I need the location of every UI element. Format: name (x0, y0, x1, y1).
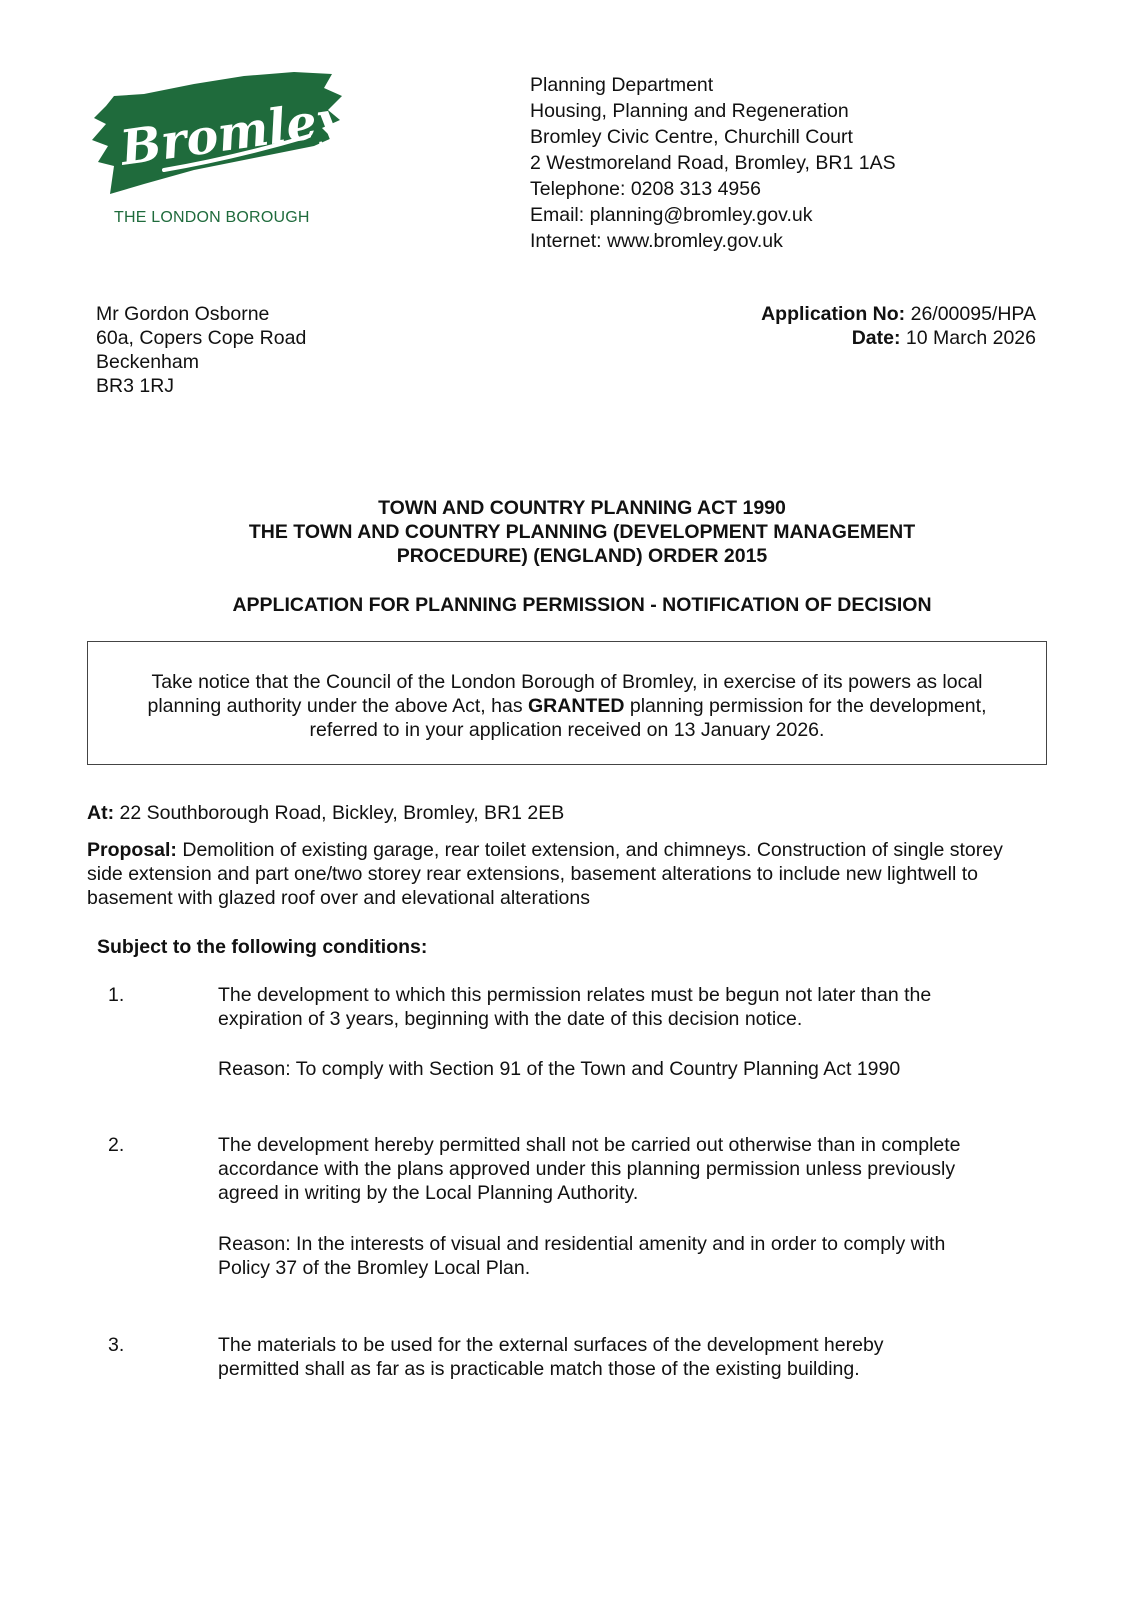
condition-text (218, 1133, 1058, 1205)
notice-line (88, 694, 1046, 718)
recipient-name: Mr Gordon Osborne (96, 303, 270, 325)
act-heading-line: THE TOWN AND COUNTRY PLANNING (DEVELOPMENT MANAGEMENT (248, 521, 916, 543)
council-address-block (530, 72, 896, 254)
condition-number: 3. (108, 1334, 125, 1356)
council-email: Email: planning@bromley.gov.uk (530, 204, 813, 226)
application-number (761, 302, 1036, 326)
condition-line: permitted shall as far as is practicable match those of the existing building. (218, 1358, 860, 1380)
application-number-value: 26/00095/HPA (910, 303, 1036, 325)
decision-outcome: GRANTED (528, 695, 625, 717)
condition-number: 2. (108, 1134, 125, 1156)
bromley-logo (84, 66, 354, 236)
condition-line: The materials to be used for the external surfaces of the development hereby (218, 1334, 884, 1356)
condition-reason (218, 1057, 1058, 1081)
site-label: At: (87, 802, 115, 824)
site-address (87, 801, 564, 825)
decision-title: APPLICATION FOR PLANNING PERMISSION - NOTIFICATION OF DECISION (232, 594, 932, 616)
recipient-line: Beckenham (96, 351, 199, 373)
condition-line: accordance with the plans approved under this planning permission unless previously (218, 1158, 956, 1180)
proposal-description (87, 838, 1077, 910)
condition-line: The development hereby permitted shall not be carried out otherwise than in complete (218, 1134, 961, 1156)
council-line: Planning Department (530, 74, 714, 96)
proposal-text: Demolition of existing garage, rear toilet extension, and chimneys. Construction of single storey (182, 839, 1003, 861)
condition-number: 1. (108, 984, 125, 1006)
reason-line: Reason: In the interests of visual and residential amenity and in order to comply with (218, 1233, 946, 1255)
council-line: Housing, Planning and Regeneration (530, 100, 849, 122)
recipient-address (96, 302, 306, 398)
condition-line: The development to which this permission relates must be begun not later than the (218, 984, 932, 1006)
act-headings (0, 496, 1132, 568)
proposal-line: basement with glazed roof over and elevational alterations (87, 887, 590, 909)
reason-line: Policy 37 of the Bromley Local Plan. (218, 1257, 531, 1279)
decision-notice-box (87, 641, 1047, 765)
notice-line: referred to in your application received on 13 January 2026. (309, 719, 825, 741)
council-website: Internet: www.bromley.gov.uk (530, 230, 783, 252)
condition-text (218, 1333, 1058, 1381)
recipient-line: 60a, Copers Cope Road (96, 327, 307, 349)
decision-date (761, 326, 1036, 350)
condition-line: expiration of 3 years, beginning with the date of this decision notice. (218, 1008, 803, 1030)
site-value: 22 Southborough Road, Bickley, Bromley, BR1 2EB (119, 802, 565, 824)
act-heading-line: PROCEDURE) (ENGLAND) ORDER 2015 (396, 545, 768, 567)
council-line: 2 Westmoreland Road, Bromley, BR1 1AS (530, 152, 896, 174)
proposal-label: Proposal: (87, 839, 177, 861)
bromley-logo-mark (84, 66, 354, 206)
notice-text: planning authority under the above Act, has (147, 695, 523, 717)
council-telephone: Telephone: 0208 313 4956 (530, 178, 761, 200)
conditions-heading: Subject to the following conditions: (97, 936, 428, 958)
condition-line: agreed in writing by the Local Planning Authority. (218, 1182, 639, 1204)
logo-wordmark: Bromley (117, 89, 348, 177)
condition-text (218, 983, 1058, 1031)
decision-date-label: Date: (851, 327, 901, 349)
proposal-line (87, 838, 1077, 862)
reference-block (761, 302, 1036, 350)
notice-text: planning permission for the development, (629, 695, 987, 717)
recipient-postcode: BR3 1RJ (96, 375, 175, 397)
logo-subtitle: THE LONDON BOROUGH (114, 209, 310, 226)
notice-line: Take notice that the Council of the London Borough of Bromley, in exercise of its powers as local (151, 671, 983, 693)
council-line: Bromley Civic Centre, Churchill Court (530, 126, 853, 148)
reason-line: Reason: To comply with Section 91 of the Town and Country Planning Act 1990 (218, 1058, 901, 1080)
act-heading-line: TOWN AND COUNTRY PLANNING ACT 1990 (378, 497, 786, 519)
condition-reason (218, 1232, 1058, 1280)
application-number-label: Application No: (761, 303, 906, 325)
proposal-line: side extension and part one/two storey rear extensions, basement alterations to include new lightwell to (87, 863, 979, 885)
decision-date-value: 10 March 2026 (905, 327, 1036, 349)
